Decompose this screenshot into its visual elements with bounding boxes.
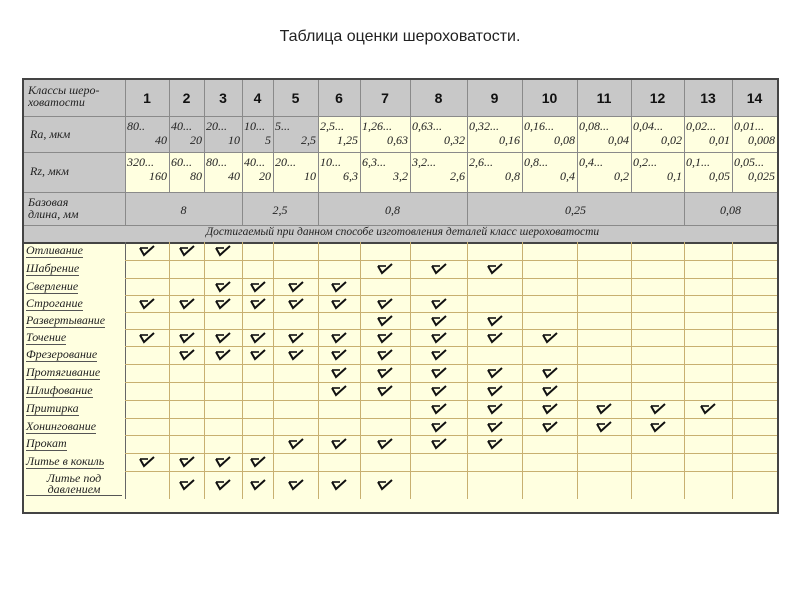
check-mark-icon	[288, 332, 304, 344]
ra-value-bottom: 0,02	[661, 133, 682, 147]
method-label	[26, 473, 122, 496]
ra-value-top: 0,16...	[524, 119, 554, 133]
rz-value-top: 0,8...	[524, 155, 548, 169]
rz-value-top: 0,2...	[633, 155, 657, 169]
check-mark-icon	[377, 315, 393, 327]
rz-label: Rz, мкм	[30, 164, 69, 178]
method-label-line2: давлением	[47, 482, 101, 496]
check-mark-icon	[650, 421, 666, 433]
rz-value-bottom: 0,1	[667, 169, 682, 183]
rz-value-bottom: 0,4	[560, 169, 575, 183]
class-number: 2	[182, 90, 191, 106]
check-mark-icon	[288, 298, 304, 310]
class-number: 14	[746, 90, 763, 106]
check-mark-icon	[215, 479, 231, 491]
check-mark-icon	[377, 332, 393, 344]
method-label: Литье в кокиль	[26, 454, 105, 468]
base-length-label	[24, 193, 129, 220]
class-number: 12	[649, 90, 666, 106]
check-mark-icon	[215, 332, 231, 344]
rz-value-bottom: 2,6	[450, 169, 465, 183]
check-mark-icon	[215, 281, 231, 293]
body-vline	[273, 242, 274, 499]
check-mark-icon	[179, 456, 195, 468]
ra-value-top: 2,5...	[320, 119, 344, 133]
header-vline	[777, 80, 778, 192]
ra-value-bottom: 0,08	[554, 133, 575, 147]
check-mark-icon	[650, 403, 666, 415]
check-mark-icon	[179, 332, 195, 344]
ra-value-top: 0,01...	[734, 119, 764, 133]
check-mark-icon	[431, 315, 447, 327]
check-mark-icon	[487, 332, 503, 344]
base-label-line1: Базовая	[28, 195, 69, 209]
body-hline	[125, 453, 779, 454]
body-vline	[360, 242, 361, 499]
check-mark-icon	[596, 403, 612, 415]
check-mark-icon	[700, 403, 716, 415]
check-mark-icon	[431, 421, 447, 433]
ra-value-top: 0,02...	[686, 119, 716, 133]
class-number: 4	[253, 90, 262, 106]
ra-value-bottom: 0,01	[709, 133, 730, 147]
base-length-value: 8	[180, 203, 187, 217]
method-label: Притирка	[26, 401, 79, 415]
check-mark-icon	[288, 349, 304, 361]
check-mark-icon	[331, 281, 347, 293]
method-label: Протягивание	[26, 365, 101, 379]
check-mark-icon	[431, 349, 447, 361]
check-mark-icon	[542, 385, 558, 397]
rz-value-top: 40...	[244, 155, 265, 169]
check-mark-icon	[542, 367, 558, 379]
header-hline	[24, 152, 779, 153]
method-label: Шабрение	[26, 261, 80, 275]
check-mark-icon	[250, 298, 266, 310]
ra-value-bottom: 0,04	[608, 133, 629, 147]
rz-value-top: 6,3...	[362, 155, 386, 169]
check-mark-icon	[215, 298, 231, 310]
body-vline	[318, 242, 319, 499]
page-title: Таблица оценки шероховатости.	[279, 28, 521, 45]
check-mark-icon	[596, 421, 612, 433]
body-hline	[125, 312, 779, 313]
ra-value-top: 1,26...	[362, 119, 392, 133]
ra-value-bottom: 0,32	[444, 133, 465, 147]
check-mark-icon	[331, 332, 347, 344]
body-hline	[125, 400, 779, 401]
ra-value-top: 0,32...	[469, 119, 499, 133]
check-mark-icon	[331, 479, 347, 491]
check-mark-icon	[431, 298, 447, 310]
check-mark-icon	[487, 367, 503, 379]
rz-value-bottom: 0,05	[709, 169, 730, 183]
body-vline	[732, 242, 733, 499]
check-mark-icon	[431, 403, 447, 415]
base-length-value: 2,5	[272, 203, 288, 217]
body-hline	[125, 435, 779, 436]
ra-value-top: 0,63...	[412, 119, 442, 133]
body-vline	[684, 242, 685, 499]
class-number: 10	[541, 90, 558, 106]
body-hline	[125, 382, 779, 383]
class-number: 8	[434, 90, 443, 106]
rz-value-bottom: 0,8	[505, 169, 520, 183]
check-mark-icon	[377, 438, 393, 450]
body-hline	[125, 418, 779, 419]
check-mark-icon	[139, 298, 155, 310]
check-mark-icon	[431, 263, 447, 275]
base-length-value: 0,08	[720, 203, 741, 217]
ra-value-top: 80..	[127, 119, 145, 133]
check-mark-icon	[288, 281, 304, 293]
body-vline	[410, 242, 411, 499]
method-label: Шлифование	[26, 383, 93, 397]
class-number: 11	[596, 90, 612, 106]
method-label: Сверление	[26, 279, 79, 293]
check-mark-icon	[487, 421, 503, 433]
check-mark-icon	[139, 332, 155, 344]
ra-value-top: 10...	[244, 119, 265, 133]
class-number: 7	[381, 90, 389, 106]
body-vline	[204, 242, 205, 499]
check-mark-icon	[377, 479, 393, 491]
method-label: Точение	[26, 330, 67, 344]
class-number: 9	[490, 90, 499, 106]
check-mark-icon	[139, 456, 155, 468]
check-mark-icon	[487, 315, 503, 327]
class-number: 6	[335, 90, 343, 106]
rz-value-bottom: 160	[149, 169, 167, 183]
check-mark-icon	[331, 349, 347, 361]
class-number: 13	[700, 90, 716, 106]
base-length-value: 0,25	[565, 203, 586, 217]
check-mark-icon	[179, 479, 195, 491]
check-mark-icon	[377, 298, 393, 310]
rz-value-top: 0,1...	[686, 155, 710, 169]
rz-value-bottom: 3,2	[393, 169, 408, 183]
rz-value-top: 2,6...	[469, 155, 493, 169]
check-mark-icon	[431, 438, 447, 450]
rz-value-top: 320...	[127, 155, 154, 169]
body-vline	[467, 242, 468, 499]
method-label-line1: Литье под	[46, 471, 102, 485]
check-mark-icon	[179, 298, 195, 310]
rz-value-bottom: 0,2	[614, 169, 629, 183]
check-mark-icon	[377, 367, 393, 379]
rz-value-bottom: 6,3	[343, 169, 358, 183]
ra-value-top: 0,04...	[633, 119, 663, 133]
rz-value-top: 0,4...	[579, 155, 603, 169]
ra-value-bottom: 2,5	[301, 133, 316, 147]
check-mark-icon	[377, 385, 393, 397]
classes-label	[24, 81, 129, 108]
body-vline	[577, 242, 578, 499]
check-mark-icon	[331, 385, 347, 397]
base-length-value: 0,8	[385, 203, 400, 217]
check-mark-icon	[542, 421, 558, 433]
ra-value-bottom: 1,25	[337, 133, 358, 147]
class-number: 3	[219, 90, 227, 106]
ra-value-bottom: 20	[190, 133, 202, 147]
check-mark-icon	[487, 385, 503, 397]
check-mark-icon	[250, 349, 266, 361]
ra-value-top: 20...	[206, 119, 227, 133]
check-mark-icon	[487, 438, 503, 450]
rz-value-top: 3,2...	[412, 155, 436, 169]
method-label: Развертывание	[26, 313, 106, 327]
rz-value-top: 80...	[206, 155, 227, 169]
check-mark-icon	[288, 438, 304, 450]
subheader-text: Достигаемый при данном способе изготовления деталей класс шероховатости	[205, 226, 600, 238]
header-hline	[24, 116, 779, 117]
ra-value-top: 40...	[171, 119, 192, 133]
check-mark-icon	[542, 403, 558, 415]
check-mark-icon	[179, 245, 195, 257]
body-vline	[522, 242, 523, 499]
rz-value-top: 60...	[171, 155, 192, 169]
rz-value-bottom: 20	[259, 169, 271, 183]
check-mark-icon	[215, 245, 231, 257]
check-mark-icon	[250, 332, 266, 344]
body-hline	[125, 364, 779, 365]
method-label: Строгание	[26, 296, 83, 310]
rz-value-top: 0,05...	[734, 155, 764, 169]
check-mark-icon	[250, 281, 266, 293]
check-mark-icon	[288, 479, 304, 491]
check-mark-icon	[487, 263, 503, 275]
ra-value-bottom: 10	[228, 133, 240, 147]
check-mark-icon	[377, 263, 393, 275]
body-hline	[125, 471, 779, 472]
ra-value-bottom: 0,008	[748, 133, 775, 147]
check-mark-icon	[431, 385, 447, 397]
body-hline	[125, 260, 779, 261]
check-mark-icon	[331, 367, 347, 379]
check-mark-icon	[215, 456, 231, 468]
ra-label: Ra, мкм	[30, 127, 71, 141]
rz-value-bottom: 40	[228, 169, 240, 183]
classes-label-line1: Классы шеро-	[28, 83, 100, 97]
ra-value-bottom: 0,63	[387, 133, 408, 147]
ra-value-top: 5...	[275, 119, 290, 133]
check-mark-icon	[331, 438, 347, 450]
body-hline	[125, 295, 779, 296]
ra-value-top: 0,08...	[579, 119, 609, 133]
method-label: Фрезерование	[26, 347, 98, 361]
class-number: 1	[143, 90, 151, 106]
check-mark-icon	[179, 349, 195, 361]
rz-value-top: 20...	[275, 155, 296, 169]
body-vline	[169, 242, 170, 499]
label-column-border	[125, 242, 126, 499]
rz-value-bottom: 10	[304, 169, 316, 183]
method-label: Отливание	[26, 243, 83, 257]
ra-value-bottom: 40	[155, 133, 167, 147]
check-mark-icon	[139, 245, 155, 257]
body-vline	[631, 242, 632, 499]
base-label-line2: длина, мм	[28, 207, 79, 221]
classes-label-line2: ховатости	[28, 95, 85, 109]
method-label: Прокат	[26, 436, 67, 450]
check-mark-icon	[377, 349, 393, 361]
body-top-border	[24, 242, 779, 244]
check-mark-icon	[487, 403, 503, 415]
body-hline	[125, 329, 779, 330]
check-mark-icon	[250, 479, 266, 491]
check-mark-icon	[331, 298, 347, 310]
body-hline	[125, 346, 779, 347]
body-hline	[125, 278, 779, 279]
class-number: 5	[291, 90, 300, 106]
rz-value-bottom: 0,025	[748, 169, 775, 183]
check-mark-icon	[542, 332, 558, 344]
ra-value-bottom: 0,16	[499, 133, 520, 147]
rz-value-top: 10...	[320, 155, 341, 169]
body-vline	[242, 242, 243, 499]
check-mark-icon	[250, 456, 266, 468]
header-hline	[24, 192, 779, 193]
rz-value-bottom: 80	[190, 169, 202, 183]
roughness-table	[22, 78, 779, 514]
check-mark-icon	[431, 367, 447, 379]
check-mark-icon	[215, 349, 231, 361]
ra-value-bottom: 5	[265, 133, 271, 147]
check-mark-icon	[431, 332, 447, 344]
method-label: Хонингование	[26, 419, 97, 433]
